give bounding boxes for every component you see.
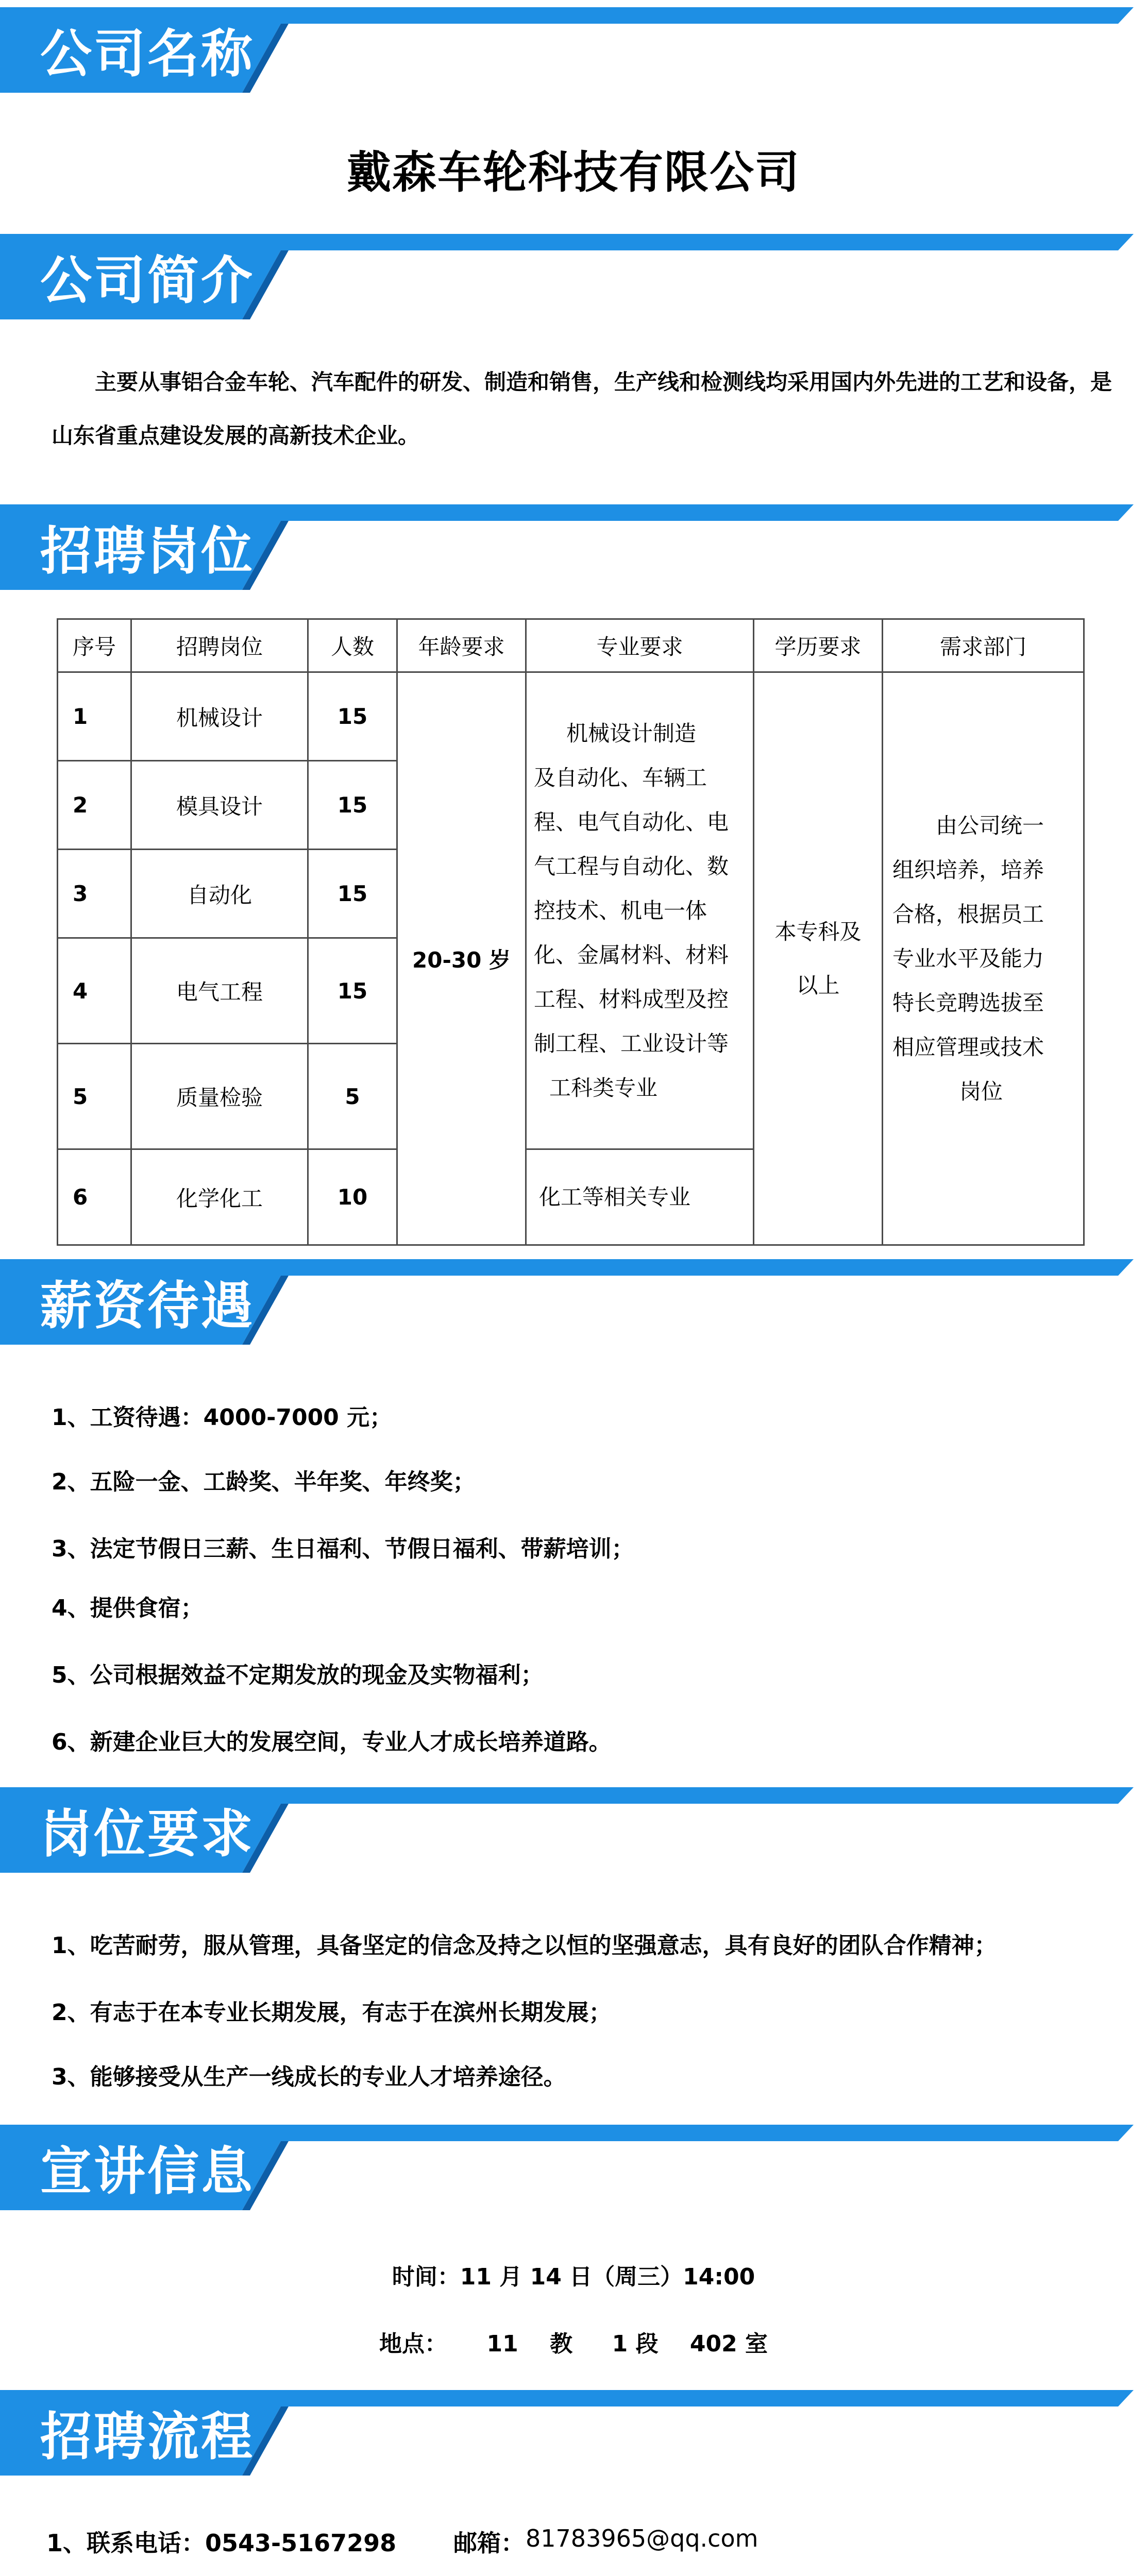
dept-line: 由公司统一	[936, 812, 1044, 838]
row-number: 6	[58, 1149, 131, 1245]
row-number: 4	[58, 938, 131, 1044]
section-banner-process	[0, 2383, 1147, 2501]
section-title: 招聘岗位	[40, 521, 255, 581]
department	[883, 672, 1084, 1245]
major-line: 工程、材料成型及控	[534, 986, 729, 1012]
section-title: 岗位要求	[40, 1804, 255, 1864]
row-number: 3	[58, 850, 131, 938]
dept-line: 组织培养，培养	[892, 857, 1044, 883]
row-number: 5	[58, 1044, 131, 1149]
age-requirement: 20-30 岁	[397, 672, 526, 1245]
section-banner-requirements	[0, 1780, 1147, 1899]
list-item: 1、工资待遇：4000-7000 元；	[52, 1404, 393, 1431]
section-title: 招聘流程	[40, 2406, 255, 2467]
email-link[interactable]: 81783965@qq.com	[526, 2524, 758, 2552]
row-position: 模具设计	[131, 761, 308, 850]
row-position: 机械设计	[131, 672, 308, 761]
dept-line: 岗位	[959, 1078, 1003, 1104]
table-header-row	[58, 619, 1084, 672]
dept-line: 特长竞聘选拔至	[892, 990, 1044, 1015]
header-cell: 学历要求	[754, 619, 883, 672]
header-cell: 年龄要求	[397, 619, 526, 672]
dept-line: 相应管理或技术	[892, 1034, 1044, 1060]
row-position: 质量检验	[131, 1044, 308, 1149]
email-label: 邮箱：	[453, 2529, 525, 2557]
major-line: 机械设计制造	[566, 720, 697, 746]
row-position: 自动化	[131, 850, 308, 938]
contact-phone: 1、联系电话：0543-5167298	[46, 2529, 397, 2557]
major-requirement	[526, 672, 754, 1149]
major-line: 化、金属材料、材料	[534, 942, 729, 968]
list-item: 2、有志于在本专业长期发展，有志于在滨州长期发展；	[52, 1999, 612, 2026]
company-name: 戴森车轮科技有限公司	[347, 147, 800, 198]
list-item: 4、提供食宿；	[52, 1595, 204, 1621]
row-position: 电气工程	[131, 938, 308, 1044]
row-number: 2	[58, 761, 131, 850]
major-line: 控技术、机电一体	[534, 897, 707, 923]
major-line: 工科类专业	[549, 1075, 658, 1100]
section-banner-company-name	[0, 0, 1147, 118]
dept-line: 合格，根据员工	[892, 901, 1044, 927]
section-title: 薪资待遇	[40, 1276, 255, 1336]
row-count: 15	[308, 761, 397, 850]
header-cell: 序号	[58, 619, 131, 672]
section-banner-talk	[0, 2117, 1147, 2236]
dept-line: 专业水平及能力	[892, 945, 1044, 971]
header-cell: 人数	[308, 619, 397, 672]
header-cell: 招聘岗位	[131, 619, 308, 672]
row-count: 15	[308, 672, 397, 761]
education-requirement	[754, 672, 883, 1245]
row-count: 15	[308, 938, 397, 1044]
section-title: 宣讲信息	[40, 2141, 255, 2201]
major-requirement-chem: 化工等相关专业	[526, 1149, 754, 1245]
row-count: 15	[308, 850, 397, 938]
major-line: 程、电气自动化、电	[534, 809, 729, 835]
list-item: 6、新建企业巨大的发展空间，专业人才成长培养道路。	[52, 1729, 612, 1755]
list-item: 1、吃苦耐劳，服从管理，具备坚定的信念及持之以恒的坚强意志，具有良好的团队合作精神；	[52, 1933, 997, 1959]
edu-line: 以上	[796, 972, 840, 998]
table-row	[58, 672, 1084, 761]
row-position: 化学化工	[131, 1149, 308, 1245]
row-number: 1	[58, 672, 131, 761]
talk-place: 地点： 11 教 1 段 402 室	[379, 2331, 768, 2357]
list-item: 3、能够接受从生产一线成长的专业人才培养途径。	[52, 2064, 566, 2090]
section-banner-salary	[0, 1252, 1147, 1370]
major-line: 气工程与自动化、数	[534, 853, 729, 879]
section-title: 公司名称	[40, 24, 255, 84]
major-line: 及自动化、车辆工	[534, 765, 707, 790]
header-cell: 专业要求	[526, 619, 754, 672]
positions-table	[57, 618, 1085, 1246]
row-count: 10	[308, 1149, 397, 1245]
talk-time: 时间：11 月 14 日（周三）14:00	[392, 2264, 755, 2290]
edu-line: 本专科及	[774, 919, 862, 944]
intro-text: 主要从事铝合金车轮、汽车配件的研发、制造和销售，生产线和检测线均采用国内外先进的工艺和设备，是山东省重点建设发展的高新技术企业。	[52, 369, 1112, 448]
major-line: 制工程、工业设计等	[534, 1030, 729, 1056]
row-count: 5	[308, 1044, 397, 1149]
section-banner-intro	[0, 227, 1147, 345]
list-item: 3、法定节假日三薪、生日福利、节假日福利、带薪培训；	[52, 1536, 634, 1562]
section-banner-positions	[0, 497, 1147, 616]
header-cell: 需求部门	[883, 619, 1084, 672]
list-item: 2、五险一金、工龄奖、半年奖、年终奖；	[52, 1469, 476, 1495]
list-item: 5、公司根据效益不定期发放的现金及实物福利；	[52, 1662, 544, 1688]
section-title: 公司简介	[40, 250, 255, 311]
